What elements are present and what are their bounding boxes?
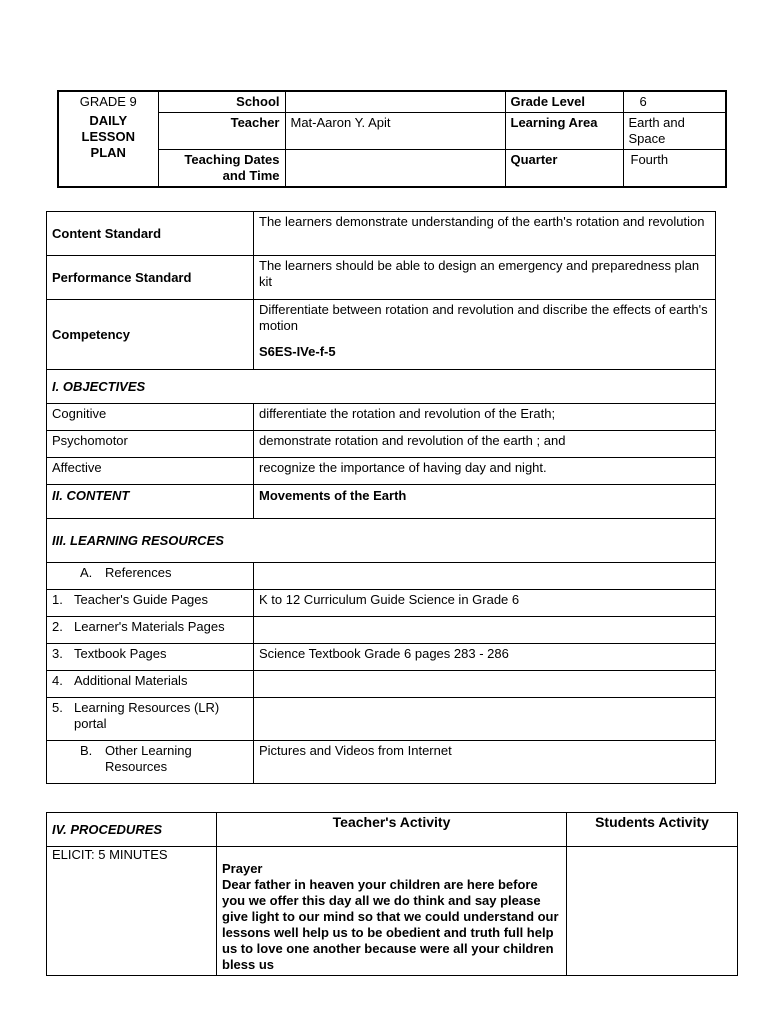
grade-level-value: 6 xyxy=(623,91,726,113)
list-number: 5. xyxy=(52,700,63,715)
school-value xyxy=(285,91,505,113)
references-cell xyxy=(47,563,254,590)
references-value xyxy=(254,563,716,590)
objective-label: Psychomotor xyxy=(47,431,254,458)
resource-label-cell xyxy=(47,644,254,671)
list-number: 2. xyxy=(52,619,63,634)
competency-value: Differentiate between rotation and revolution and discribe the effects of earth's motion xyxy=(259,302,708,333)
resource-label: Learning Resources (LR) portal xyxy=(74,700,220,731)
resource-value xyxy=(254,698,716,741)
plan-title: DAILY LESSON PLAN xyxy=(58,113,158,188)
objective-label: Cognitive xyxy=(47,404,254,431)
list-number: B. xyxy=(80,743,93,758)
resource-label-cell xyxy=(47,590,254,617)
competency-cell xyxy=(254,300,716,370)
teacher-activity-cell xyxy=(217,847,567,976)
resource-label-cell xyxy=(47,617,254,644)
teaching-dates-label: Teaching Dates and Time xyxy=(158,150,285,188)
performance-standard-label: Performance Standard xyxy=(47,256,254,300)
procedures-table xyxy=(46,812,738,976)
content-heading: II. CONTENT xyxy=(47,485,254,519)
other-resources-value: Pictures and Videos from Internet xyxy=(254,741,716,784)
resource-label: Additional Materials xyxy=(74,673,188,688)
content-value: Movements of the Earth xyxy=(254,485,716,519)
learning-resources-heading: III. LEARNING RESOURCES xyxy=(47,519,716,563)
grade-label: GRADE 9 xyxy=(58,91,158,113)
lesson-plan-table xyxy=(46,211,716,784)
competency-code: S6ES-IVe-f-5 xyxy=(259,344,336,359)
prayer-title: Prayer xyxy=(222,861,263,876)
school-label: School xyxy=(158,91,285,113)
header-table xyxy=(57,90,727,188)
objective-value: differentiate the rotation and revolution of the Erath; xyxy=(254,404,716,431)
other-resources-label: Other Learning Resources xyxy=(105,743,192,774)
resource-label: Textbook Pages xyxy=(74,646,167,661)
procedures-heading: IV. PROCEDURES xyxy=(47,813,217,847)
teacher-value: Mat-Aaron Y. Apit xyxy=(285,113,505,150)
elicit-phase: ELICIT: 5 MINUTES xyxy=(47,847,217,976)
resource-value: K to 12 Curriculum Guide Science in Grade 6 xyxy=(254,590,716,617)
resource-value: Science Textbook Grade 6 pages 283 - 286 xyxy=(254,644,716,671)
teaching-dates-value xyxy=(285,150,505,188)
references-label: References xyxy=(105,565,172,580)
objective-value: demonstrate rotation and revolution of the earth ; and xyxy=(254,431,716,458)
competency-label: Competency xyxy=(47,300,254,370)
resource-label-cell xyxy=(47,671,254,698)
students-activity-header: Students Activity xyxy=(567,813,738,847)
resource-label: Learner's Materials Pages xyxy=(74,619,225,634)
prayer-text: Dear father in heaven your children are here before you we offer this day all we do think and say please give light to our mind so that we could understand our lessons well help us to be obedient and truth full help us to love one another because were all your children bless us xyxy=(222,877,559,972)
objective-label: Affective xyxy=(47,458,254,485)
content-standard-label: Content Standard xyxy=(47,212,254,256)
list-number: 1. xyxy=(52,592,63,607)
performance-standard-value: The learners should be able to design an emergency and preparedness plan kit xyxy=(254,256,716,300)
list-number: 3. xyxy=(52,646,63,661)
list-number: 4. xyxy=(52,673,63,688)
content-standard-value: The learners demonstrate understanding of the earth's rotation and revolution xyxy=(254,212,716,256)
quarter-value: Fourth xyxy=(623,150,726,188)
grade-level-label: Grade Level xyxy=(505,91,623,113)
teacher-activity-header: Teacher's Activity xyxy=(217,813,567,847)
objective-value: recognize the importance of having day and night. xyxy=(254,458,716,485)
quarter-label: Quarter xyxy=(505,150,623,188)
students-activity-cell xyxy=(567,847,738,976)
learning-area-value: Earth and Space xyxy=(623,113,726,150)
other-resources-cell xyxy=(47,741,254,784)
learning-area-label: Learning Area xyxy=(505,113,623,150)
objectives-heading: I. OBJECTIVES xyxy=(47,370,716,404)
resource-label-cell xyxy=(47,698,254,741)
resource-label: Teacher's Guide Pages xyxy=(74,592,209,607)
list-number: A. xyxy=(80,565,93,580)
resource-value xyxy=(254,617,716,644)
teacher-label: Teacher xyxy=(158,113,285,150)
resource-value xyxy=(254,671,716,698)
